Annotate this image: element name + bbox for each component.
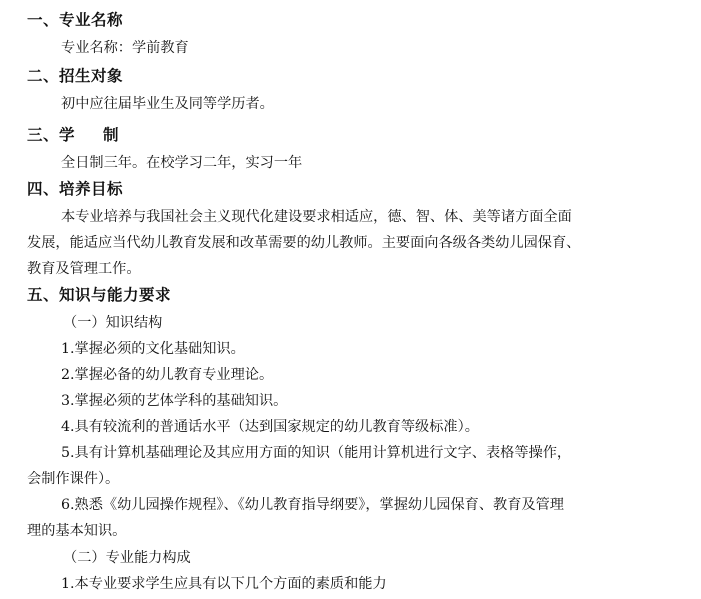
ability-item-1: 1.本专业要求学生应具有以下几个方面的素质和能力 [61, 576, 387, 592]
knowledge-item-3: 3.掌握必须的艺体学科的基础知识。 [61, 393, 288, 409]
section-heading-3-part-b: 制 [103, 126, 120, 144]
knowledge-item-1: 1.掌握必须的文化基础知识。 [61, 341, 245, 357]
knowledge-item-6-cont: 理的基本知识。 [27, 523, 127, 539]
knowledge-item-5-cont: 会制作课件）。 [27, 471, 120, 487]
section-heading-4: 四、培养目标 [27, 180, 124, 198]
section-heading-1: 一、专业名称 [27, 11, 124, 29]
major-name-text: 专业名称：学前教育 [61, 40, 189, 56]
subsection-professional-ability: （二）专业能力构成 [63, 550, 191, 566]
subsection-knowledge-structure: （一）知识结构 [63, 315, 163, 331]
section-heading-3-part-a: 三、学 [27, 126, 76, 144]
study-duration-text: 全日制三年。在校学习二年，实习一年 [61, 155, 303, 171]
training-goal-line-3: 教育及管理工作。 [27, 261, 141, 277]
training-goal-line-2: 发展，能适应当代幼儿教育发展和改革需要的幼儿教师。主要面向各级各类幼儿园保育、 [27, 235, 581, 251]
training-goal-line-1: 本专业培养与我国社会主义现代化建设要求相适应，德、智、体、美等诸方面全面 [61, 209, 572, 225]
knowledge-item-2: 2.掌握必备的幼儿教育专业理论。 [61, 367, 274, 383]
knowledge-item-6: 6.熟悉《幼儿园操作规程》、《幼儿教育指导纲要》，掌握幼儿园保育、教育及管理 [61, 497, 564, 513]
section-heading-5: 五、知识与能力要求 [27, 286, 172, 304]
knowledge-item-5: 5.具有计算机基础理论及其应用方面的知识（能用计算机进行文字、表格等操作， [61, 445, 572, 461]
section-heading-2: 二、招生对象 [27, 67, 124, 85]
section-heading-3 [27, 125, 119, 145]
enrollment-target-text: 初中应往届毕业生及同等学历者。 [61, 96, 274, 112]
knowledge-item-4: 4.具有较流利的普通话水平（达到国家规定的幼儿教育等级标准）。 [61, 419, 479, 435]
